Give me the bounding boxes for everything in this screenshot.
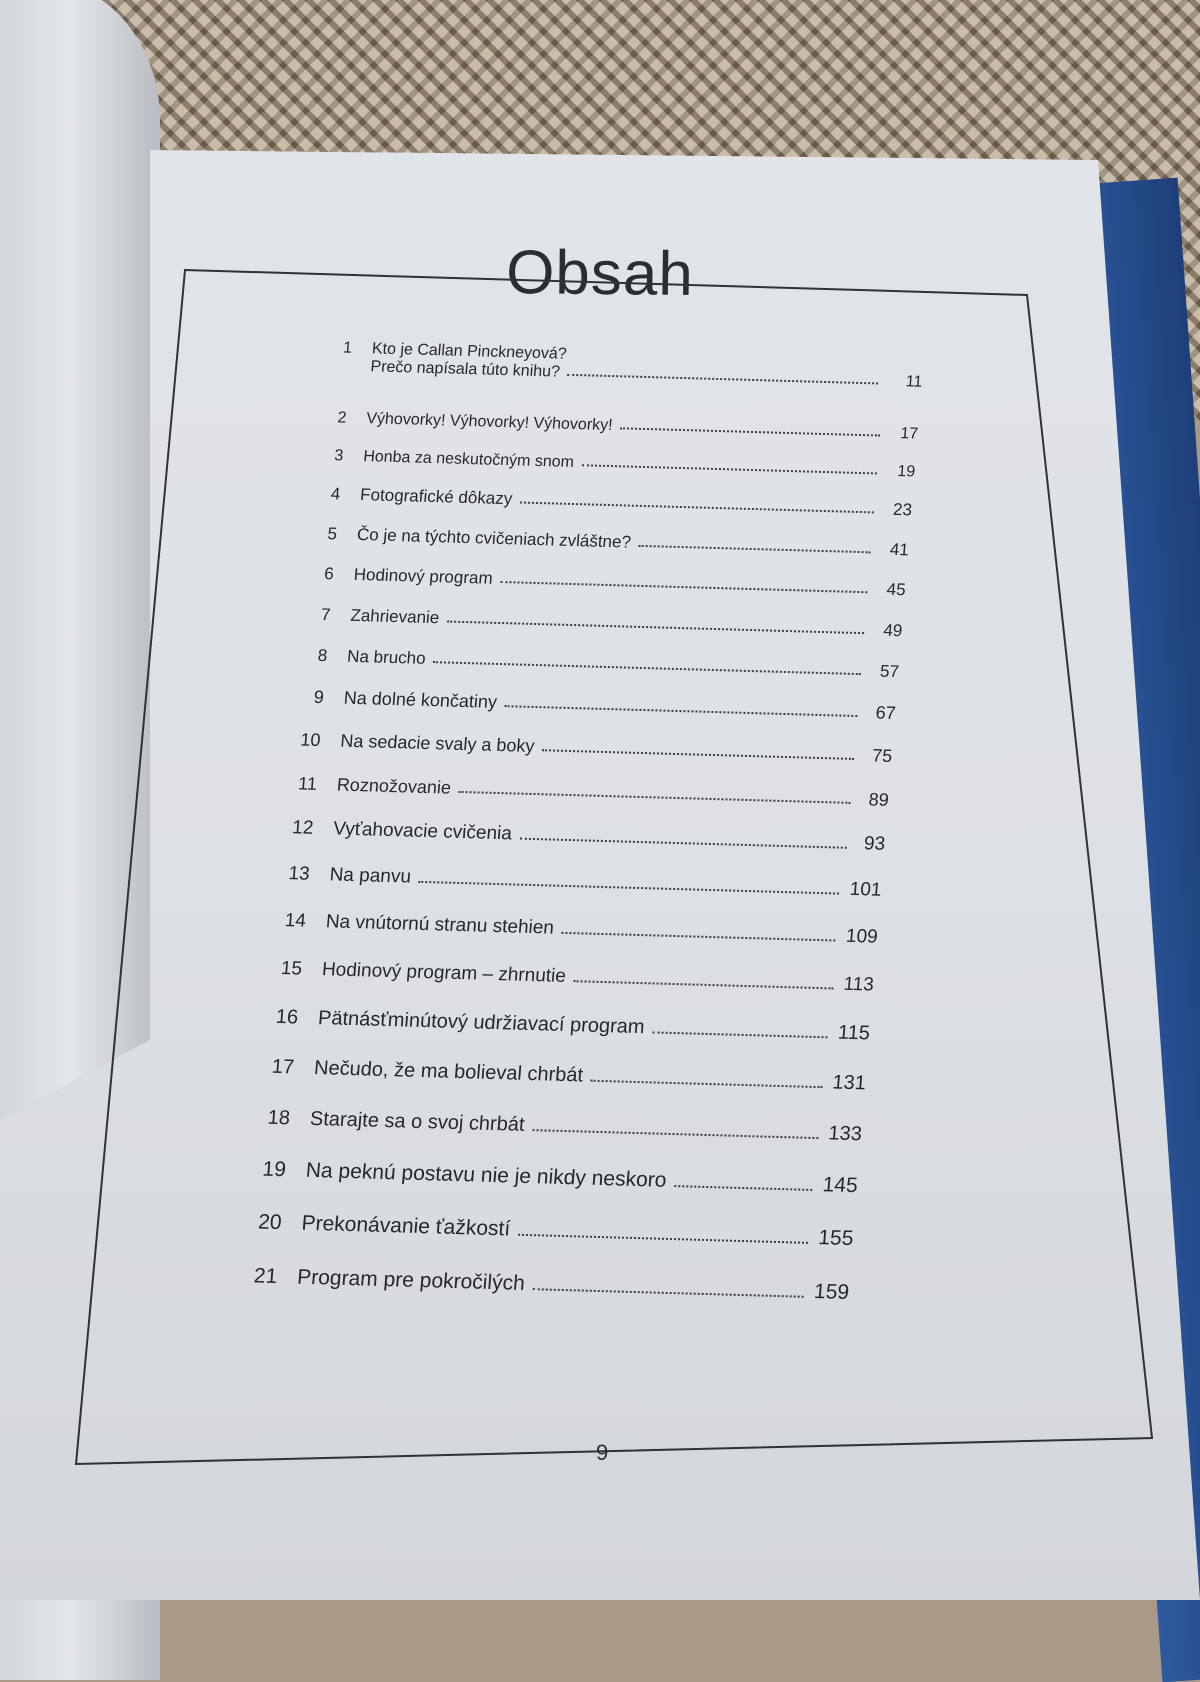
toc-entry-number: 18 bbox=[266, 1106, 291, 1130]
toc-entry-page: 101 bbox=[848, 878, 883, 901]
toc-entry-page: 115 bbox=[837, 1021, 871, 1045]
toc-entry-number: 3 bbox=[333, 447, 344, 465]
toc-entry-page: 11 bbox=[905, 373, 923, 391]
toc-entry-page: 41 bbox=[889, 539, 910, 560]
table-of-contents bbox=[248, 335, 924, 1305]
toc-entry-title: Nečudo, že ma bolieval chrbát bbox=[313, 1057, 584, 1087]
toc-entry-page: 49 bbox=[882, 620, 904, 641]
toc-entry-page: 89 bbox=[867, 789, 890, 810]
dot-leader bbox=[573, 980, 833, 989]
toc-entry-title: Honba za neskutočným snom bbox=[362, 448, 575, 471]
toc-entry-title: Výhovorky! Výhovorky! Výhovorky! bbox=[365, 410, 614, 435]
toc-entry-number: 4 bbox=[330, 484, 342, 504]
toc-entry-page: 93 bbox=[863, 833, 886, 855]
toc-entry-number: 14 bbox=[283, 910, 307, 932]
dot-leader bbox=[674, 1185, 812, 1191]
toc-entry-page: 131 bbox=[831, 1071, 867, 1095]
toc-entry-page: 155 bbox=[817, 1226, 855, 1251]
toc-entry-number: 17 bbox=[270, 1055, 296, 1079]
dot-leader bbox=[652, 1031, 828, 1038]
toc-entry-number: 12 bbox=[291, 817, 315, 839]
toc-entry-page: 23 bbox=[892, 499, 913, 520]
toc-entry-page: 75 bbox=[871, 745, 894, 766]
toc-entry-number: 16 bbox=[275, 1005, 300, 1029]
dot-leader bbox=[639, 545, 871, 553]
toc-entry-number: 11 bbox=[297, 773, 318, 794]
toc-entry-title: Zahrievanie bbox=[349, 605, 441, 628]
toc-entry-title: Na brucho bbox=[346, 646, 427, 668]
toc-entry-title: Program pre pokročilých bbox=[296, 1265, 526, 1295]
page-title: Obsah bbox=[505, 237, 695, 309]
toc-entry-page: 57 bbox=[879, 661, 900, 682]
toc-entry-title: Prekonávanie ťažkostí bbox=[300, 1211, 512, 1241]
dot-leader bbox=[568, 374, 879, 385]
toc-entry-page: 113 bbox=[842, 973, 875, 996]
toc-entry-number: 7 bbox=[320, 605, 332, 625]
toc-entry-number: 10 bbox=[299, 729, 322, 751]
toc-entry-title: Vyťahovacie cvičenia bbox=[332, 818, 513, 845]
dot-leader bbox=[591, 1080, 823, 1088]
toc-entry-title: Pätnásťminútový udržiavací program bbox=[317, 1007, 646, 1039]
toc-entry-number: 9 bbox=[313, 686, 325, 708]
toc-entry-number: 21 bbox=[253, 1264, 279, 1289]
toc-entry-number: 8 bbox=[317, 645, 329, 666]
toc-entry-title-line2: Prečo napísala túto knihu? bbox=[369, 358, 561, 381]
toc-entry-title: Roznožovanie bbox=[336, 774, 452, 798]
toc-entry-number: 13 bbox=[287, 863, 311, 885]
toc-entry-number: 5 bbox=[326, 524, 338, 544]
toc-entry-number: 6 bbox=[323, 564, 335, 584]
toc-entry-page: 67 bbox=[874, 702, 897, 724]
toc-entry-page: 17 bbox=[899, 425, 919, 443]
toc-entry-title: Na dolné končatiny bbox=[343, 687, 498, 712]
toc-entry-title: Kto je Callan Pinckneyová? bbox=[371, 340, 568, 363]
toc-entry-page: 19 bbox=[896, 463, 916, 481]
toc-entry-page: 133 bbox=[827, 1122, 863, 1146]
toc-entry-page: 109 bbox=[845, 925, 879, 948]
toc-entry-title: Čo je na týchto cvičeniach zvláštne? bbox=[356, 524, 632, 552]
toc-entry-number: 15 bbox=[280, 958, 303, 980]
toc-entry-page: 45 bbox=[885, 579, 907, 600]
toc-entry-page: 145 bbox=[821, 1173, 859, 1198]
toc-entry-page: 159 bbox=[813, 1280, 850, 1304]
toc-entry-title: Hodinový program – zhrnutie bbox=[321, 959, 567, 987]
toc-entry-number: 20 bbox=[257, 1210, 283, 1235]
toc-entry-title: Na sedacie svaly a boky bbox=[339, 730, 536, 756]
toc-entry-title: Na panvu bbox=[328, 864, 412, 888]
toc-entry-title: Fotografické dôkazy bbox=[359, 485, 514, 509]
toc-entry-number: 1 bbox=[342, 339, 353, 357]
toc-entry-number: 19 bbox=[261, 1157, 287, 1182]
toc-entry-title: Na peknú postavu nie je nikdy neskoro bbox=[304, 1158, 668, 1192]
dot-leader bbox=[620, 427, 880, 436]
toc-entry-title: Hodinový program bbox=[353, 564, 494, 588]
toc-entry-number: 2 bbox=[336, 409, 348, 427]
page-number: 9 bbox=[596, 1440, 609, 1465]
toc-entry-title: Starajte sa o svoj chrbát bbox=[309, 1107, 526, 1136]
dot-leader bbox=[532, 1288, 803, 1298]
toc-entry-title: Na vnútornú stranu stehien bbox=[325, 911, 555, 939]
